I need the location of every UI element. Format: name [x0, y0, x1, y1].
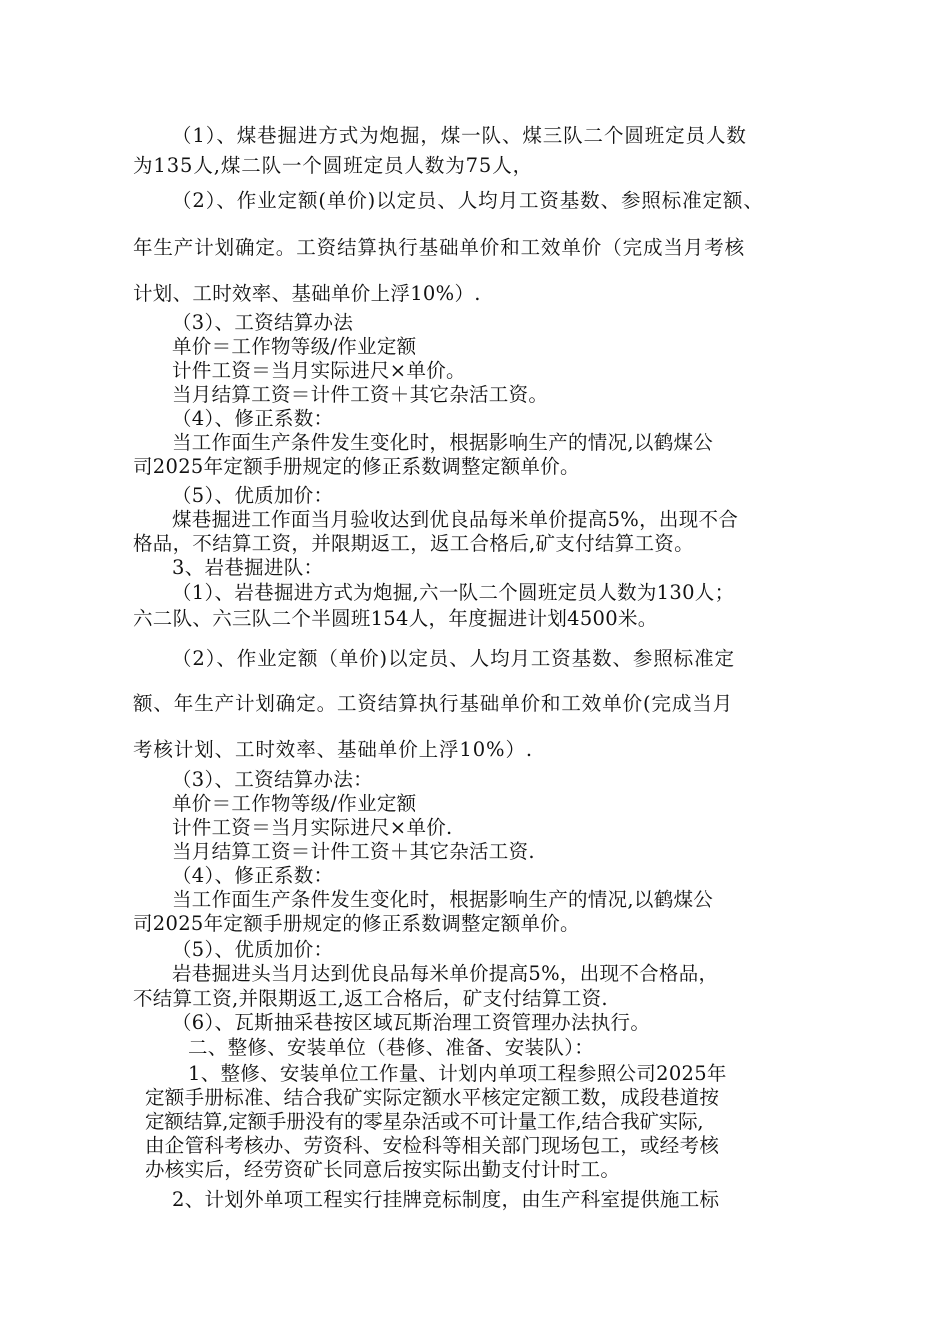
text-line: （2）、作业定额（单价)以定员、人均月工资基数、参照标准定 — [172, 647, 735, 670]
text-line: 单价＝工作物等级/作业定额 — [172, 792, 417, 815]
text-line: 当工作面生产条件发生变化时，根据影响生产的情况,以鹤煤公 — [172, 888, 714, 911]
text-line: 当月结算工资＝计件工资＋其它杂活工资. — [172, 840, 535, 863]
text-line: 考核计划、工时效率、基础单价上浮10%）. — [133, 738, 533, 761]
text-line: 计划、工时效率、基础单价上浮10%）. — [133, 282, 481, 305]
text-line: （4）、修正系数： — [172, 864, 334, 887]
text-line: 计件工资＝当月实际进尺×单价。 — [172, 359, 466, 382]
text-line: 3、岩巷掘进队： — [172, 556, 324, 579]
text-line: （5）、优质加价： — [172, 484, 334, 507]
text-line: 定额手册标准、结合我矿实际定额水平核定定额工数，成段巷道按 — [145, 1086, 720, 1109]
text-line: （1）、岩巷掘进方式为炮掘,六一队二个圆班定员人数为130人； — [172, 581, 735, 604]
text-line: 定额结算,定额手册没有的零星杂活或不可计量工作,结合我矿实际, — [145, 1110, 704, 1133]
text-line: 为135人,煤二队一个圆班定员人数为75人， — [133, 154, 534, 177]
text-line: （2）、作业定额(单价)以定员、人均月工资基数、参照标准定额、 — [172, 189, 764, 212]
text-line: 格品，不结算工资，并限期返工，返工合格后,矿支付结算工资。 — [133, 532, 694, 555]
text-line: 额、年生产计划确定。工资结算执行基础单价和工效单价(完成当月 — [133, 692, 734, 715]
text-line: 2、计划外单项工程实行挂牌竞标制度，由生产科室提供施工标 — [172, 1188, 720, 1211]
text-line: 计件工资＝当月实际进尺×单价. — [172, 816, 453, 839]
text-line: 单价＝工作物等级/作业定额 — [172, 335, 417, 358]
text-line: 司2025年定额手册规定的修正系数调整定额单价。 — [133, 912, 580, 935]
text-line: （3）、工资结算办法： — [172, 768, 373, 791]
text-line: （1）、煤巷掘进方式为炮掘，煤一队、煤三队二个圆班定员人数 — [172, 124, 747, 147]
text-line: （3）、工资结算办法 — [172, 311, 354, 334]
text-line: 办核实后，经劳资矿长同意后按实际出勤支付计时工。 — [145, 1158, 621, 1181]
text-line: 年生产计划确定。工资结算执行基础单价和工效单价（完成当月考核 — [133, 236, 746, 259]
text-line: 当月结算工资＝计件工资＋其它杂活工资。 — [172, 383, 549, 406]
text-line: 岩巷掘进头当月达到优良品每米单价提高5%，出现不合格品， — [172, 962, 719, 985]
text-line: 六二队、六三队二个半圆班154人，年度掘进计划4500米。 — [133, 607, 658, 630]
text-line: 二、整修、安装单位（巷修、准备、安装队）： — [188, 1036, 595, 1059]
text-line: （5）、优质加价： — [172, 938, 334, 961]
text-line: 不结算工资,并限期返工,返工合格后，矿支付结算工资. — [133, 987, 608, 1010]
text-line: 1、整修、安装单位工作量、计划内单项工程参照公司2025年 — [188, 1062, 727, 1085]
text-line: 煤巷掘进工作面当月验收达到优良品每米单价提高5%，出现不合 — [172, 508, 739, 531]
text-line: 由企管科考核办、劳资科、安检科等相关部门现场包工，或经考核 — [145, 1134, 720, 1157]
text-line: （6）、瓦斯抽采巷按区域瓦斯治理工资管理办法执行。 — [172, 1011, 651, 1034]
text-line: （4）、修正系数： — [172, 407, 334, 430]
text-line: 司2025年定额手册规定的修正系数调整定额单价。 — [133, 455, 580, 478]
text-line: 当工作面生产条件发生变化时，根据影响生产的情况,以鹤煤公 — [172, 431, 714, 454]
